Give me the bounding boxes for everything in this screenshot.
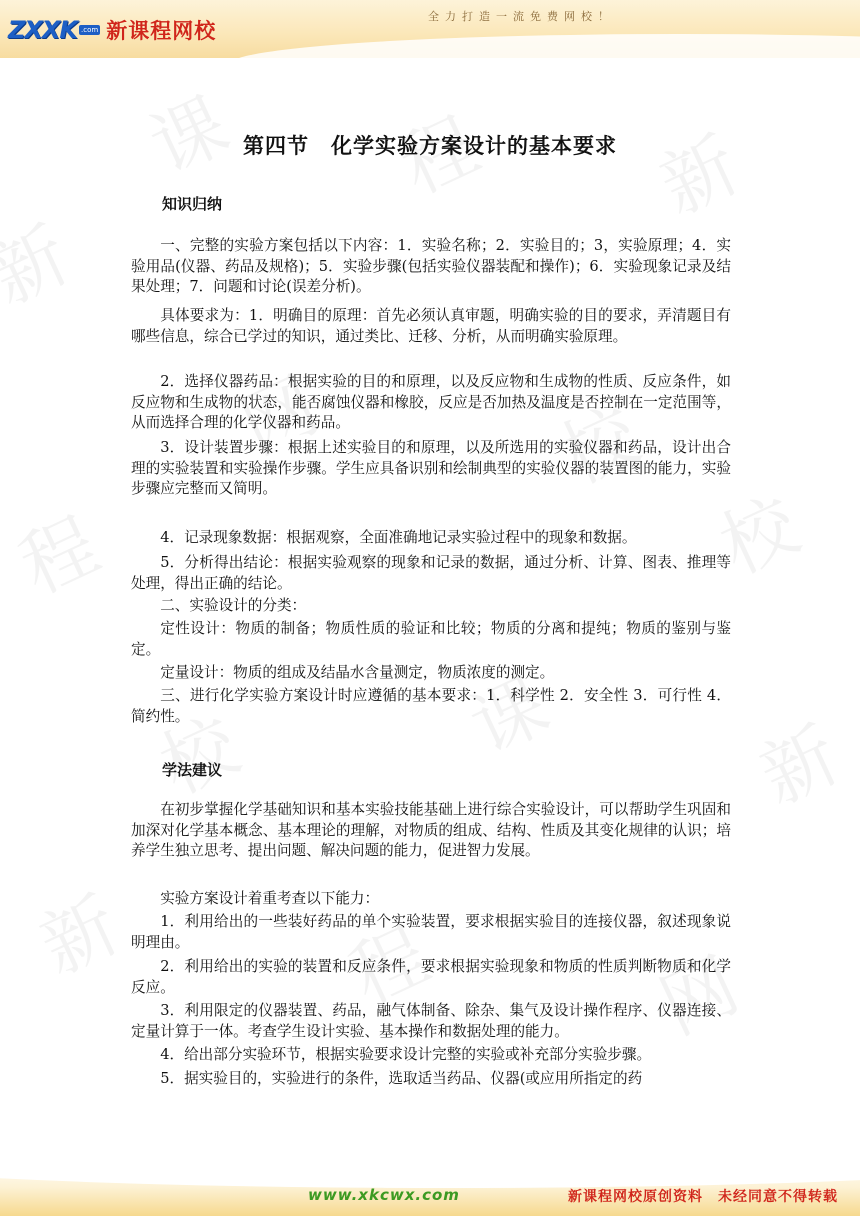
- paragraph: 实验方案设计着重考查以下能力：: [160, 890, 380, 907]
- page-footer: [0, 1158, 860, 1216]
- paragraph: 三、进行化学实验方案设计时应遵循的基本要求：1．科学性 2．安全性 3．可行性 4．简约性。: [131, 687, 731, 725]
- watermark-char: [21, 867, 133, 994]
- paragraph: 定性设计：物质的制备；物质性质的验证和比较；物质的分离和提纯；物质的鉴别与鉴定。: [131, 620, 731, 658]
- header-swoosh: [230, 34, 860, 58]
- paragraph: 5．据实验目的，实验进行的条件，选取适当药品、仪器(或应用所指定的药: [160, 1070, 643, 1087]
- watermark-char: [641, 107, 753, 234]
- footer-copyright-note: 新课程网校原创资料 未经同意不得转载: [568, 1189, 838, 1205]
- paragraph: 一、完整的实验方案包括以下内容：1．实验名称；2．实验目的；3，实验原理；4．实验用品(仪器、药品及规格)；5．实验步骤(包括实验仪器装配和操作)；6．实验现象记录及结果处理；7．问题和讨论(误差分析)。: [131, 237, 731, 295]
- footer-wave: [0, 1158, 860, 1188]
- header-slogan: 全力打造一流免费网校！: [428, 10, 615, 23]
- paragraph: 3．设计装置步骤：根据上述实验目的和原理，以及所选用的实验仪器和药品，设计出合理的实验装置和实验操作步骤。学生应具备识别和绘制典型的实验仪器的装置图的能力，实验步骤应完整而又简明。: [131, 439, 731, 497]
- section-heading-study-tips: 学法建议: [162, 761, 223, 779]
- logo-chinese: 新课程网校: [106, 18, 217, 43]
- paragraph: 定量设计：物质的组成及结晶水含量测定，物质浓度的测定。: [160, 664, 555, 681]
- section-heading-knowledge: 知识归纳: [162, 195, 223, 213]
- page-title: 第四节 化学实验方案设计的基本要求: [243, 134, 617, 158]
- paragraph: 4．给出部分实验环节，根据实验要求设计完整的实验或补充部分实验步骤。: [160, 1046, 652, 1063]
- site-logo[interactable]: [8, 16, 216, 44]
- paragraph: 在初步掌握化学基础知识和基本实验技能基础上进行综合实验设计，可以帮助学生巩固和加深对化学基本概念、基本理论的理解，对物质的组成、结构、性质及其变化规律的认识；培养学生独立思考、提出问题、解决问题的能力，促进智力发展。: [131, 801, 731, 859]
- paragraph: 1．利用给出的一些装好药品的单个实验装置，要求根据实验目的连接仪器，叙述现象说明理由。: [131, 913, 731, 951]
- footer-url-link[interactable]: www.xkcwx.com: [308, 1186, 460, 1204]
- paragraph: 具体要求为：1．明确目的原理：首先必须认真审题，明确实验的目的要求，弄清题目有哪些信息，综合已学过的知识，通过类比、迁移、分析，从而明确实验原理。: [131, 307, 731, 345]
- page-header: [0, 0, 860, 58]
- paragraph: 5．分析得出结论：根据实验观察的现象和记录的数据，通过分析、计算、图表、推理等处理，得出正确的结论。: [131, 554, 731, 592]
- watermark-char: [1, 487, 113, 614]
- paragraph: 二、实验设计的分类：: [160, 597, 307, 614]
- paragraph: 2．选择仪器药品：根据实验的目的和原理，以及反应物和生成物的性质、反应条件，如反应物和生成物的状态，能否腐蚀仪器和橡胶，反应是否加热及温度是否控制在一定范围等，从而选择合理的化学仪器和药品。: [131, 373, 731, 431]
- paragraph: 4．记录现象数据：根据观察，全面准确地记录实验过程中的现象和数据。: [160, 529, 637, 546]
- logo-com-badge: .com: [81, 26, 99, 34]
- watermark-char: [741, 697, 853, 824]
- logo-latin: ZXXK: [8, 16, 78, 44]
- paragraph: 2．利用给出的实验的装置和反应条件，要求根据实验现象和物质的性质判断物质和化学反应。: [131, 958, 731, 996]
- watermark-char: [0, 197, 83, 324]
- paragraph: 3．利用限定的仪器装置、药品，融气体制备、除杂、集气及设计操作程序、仪器连接、定量计算于一体。考查学生设计实验、基本操作和数据处理的能力。: [131, 1002, 731, 1040]
